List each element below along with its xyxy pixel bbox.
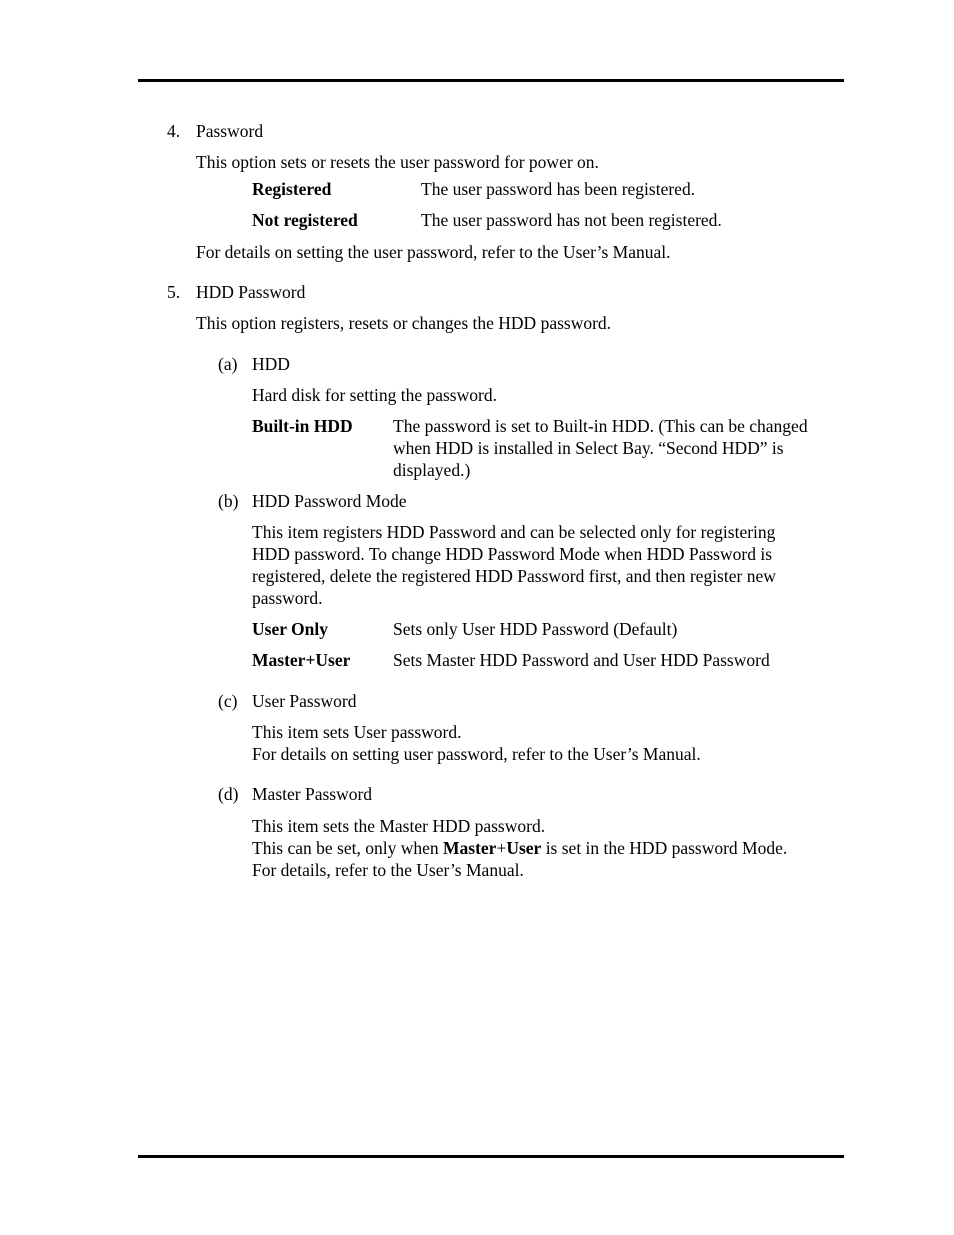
definition-text: displayed.) — [393, 460, 471, 480]
subsection-description: For details on setting user password, refer to the User’s Manual. — [252, 744, 701, 764]
top-rule — [138, 79, 844, 82]
subsection-label: (a) — [218, 354, 238, 374]
subsection-description: For details, refer to the User’s Manual. — [252, 860, 524, 880]
definition-text: The user password has been registered. — [421, 179, 696, 199]
subsection-label: (d) — [218, 784, 239, 804]
subsection-description: This item sets the Master HDD password. — [252, 816, 546, 836]
definition-text: when HDD is installed in Select Bay. “Second HDD” is — [393, 438, 784, 458]
section-title: Password — [196, 121, 264, 141]
subsection-label: (c) — [218, 691, 238, 711]
section-number: 5. — [167, 282, 181, 302]
definition-term: User Only — [252, 619, 328, 639]
section-description: This option sets or resets the user password for power on. — [196, 152, 599, 172]
subsection-description: This item registers HDD Password and can be selected only for registering — [252, 522, 776, 542]
definition-text: Sets Master HDD Password and User HDD Password — [393, 650, 770, 670]
text-run-bold: Master — [443, 838, 497, 858]
subsection-description: This item sets User password. — [252, 722, 462, 742]
definition-text: Sets only User HDD Password (Default) — [393, 619, 678, 639]
definition-term: Master+User — [252, 650, 351, 670]
text-run: is set in the HDD password Mode. — [541, 838, 788, 858]
subsection-description: Hard disk for setting the password. — [252, 385, 497, 405]
section-description: This option registers, resets or changes the HDD password. — [196, 313, 612, 333]
subsection-description: password. — [252, 588, 323, 608]
subsection-description: HDD password. To change HDD Password Mode when HDD Password is — [252, 544, 773, 564]
subsection-description: registered, delete the registered HDD Password first, and then register new — [252, 566, 776, 586]
bottom-rule — [138, 1155, 844, 1158]
definition-term: Not registered — [252, 210, 358, 230]
definition-text: The password is set to Built-in HDD. (This can be changed — [393, 416, 808, 436]
subsection-title: HDD — [252, 354, 290, 374]
text-run: + — [496, 838, 507, 858]
section-note: For details on setting the user password, refer to the User’s Manual. — [196, 242, 671, 262]
text-run: This can be set, only when — [252, 838, 443, 858]
section-number: 4. — [167, 121, 181, 141]
subsection-description — [252, 837, 787, 859]
definition-text: The user password has not been registered. — [421, 210, 722, 230]
subsection-label: (b) — [218, 491, 239, 511]
section-title: HDD Password — [196, 282, 306, 302]
subsection-title: HDD Password Mode — [252, 491, 407, 511]
text-run-bold: User — [506, 838, 542, 858]
subsection-title: Master Password — [252, 784, 373, 804]
subsection-title: User Password — [252, 691, 357, 711]
definition-term: Registered — [252, 179, 332, 199]
definition-term: Built-in HDD — [252, 416, 353, 436]
